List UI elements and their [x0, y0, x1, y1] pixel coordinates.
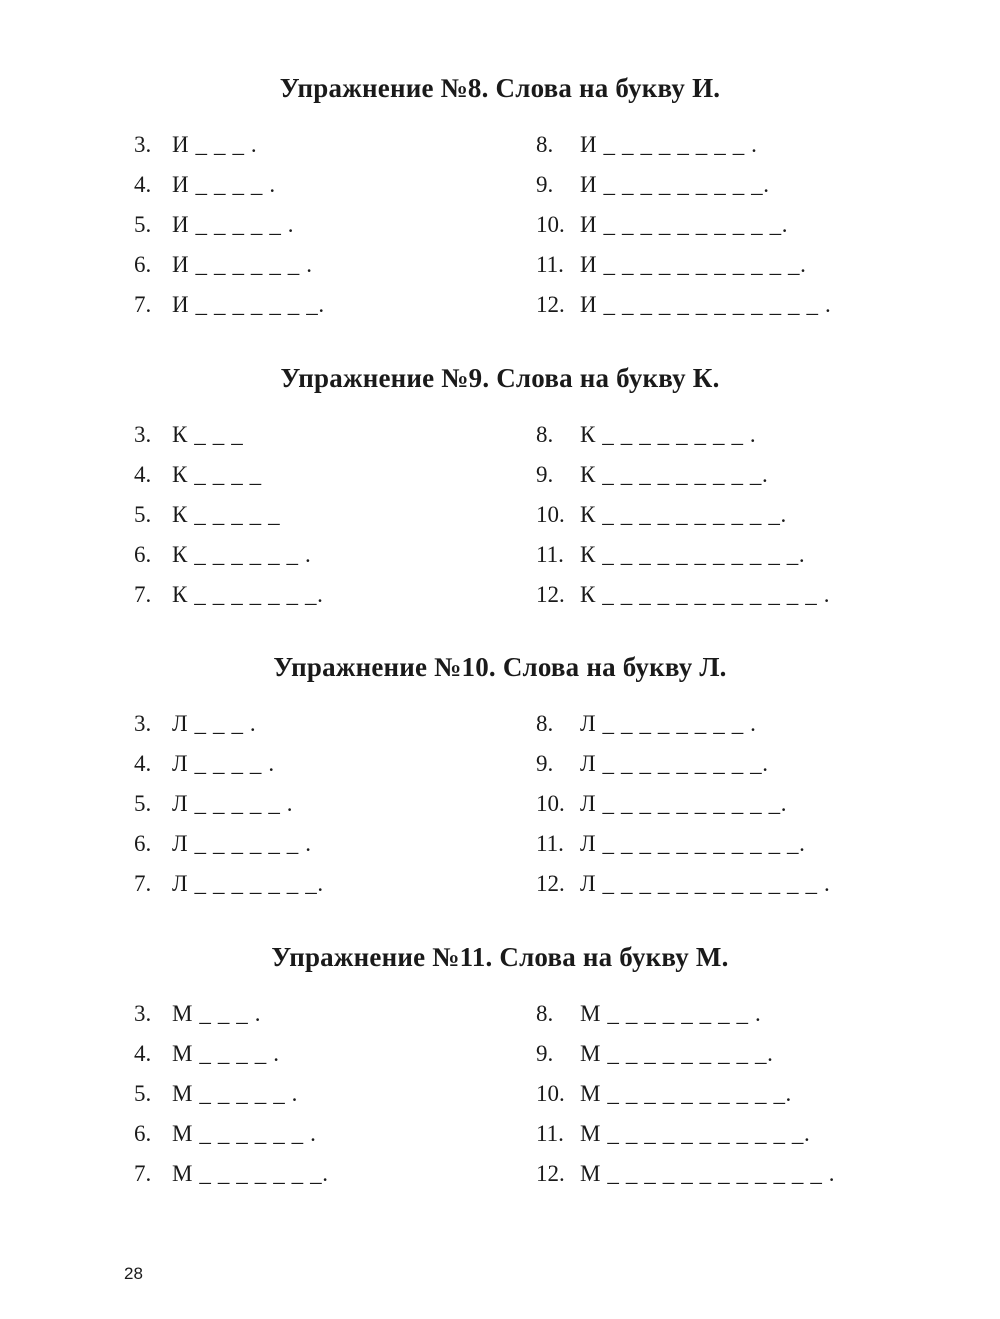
- word-blank: М _ _ _ _ _ _ _ _ .: [580, 1001, 762, 1026]
- list-item: [536, 784, 830, 824]
- exercise-right-column: [536, 994, 835, 1194]
- list-item: [134, 1034, 329, 1074]
- word-blank: М _ _ _ _ _ .: [172, 1081, 299, 1106]
- list-item: [134, 1074, 329, 1114]
- item-number: 12.: [536, 292, 565, 317]
- exercise-left-column: [134, 704, 324, 904]
- item-number: 4.: [134, 1041, 152, 1066]
- word-blank: И _ _ _ _ _ _ _ _ _.: [580, 172, 770, 197]
- word-blank: М _ _ _ _ _ _ _ _ _ _ _.: [580, 1121, 811, 1146]
- list-item: [134, 285, 325, 325]
- item-number: 12.: [536, 1161, 565, 1186]
- item-number: 10.: [536, 212, 565, 237]
- item-number: 9.: [536, 172, 554, 197]
- list-item: [536, 415, 830, 455]
- word-blank: Л _ _ _ .: [172, 711, 257, 736]
- item-number: 8.: [536, 1001, 554, 1026]
- word-blank: К _ _ _ _ _: [172, 502, 281, 527]
- word-blank: К _ _ _ _: [172, 462, 262, 487]
- list-item: [134, 994, 329, 1034]
- item-number: 4.: [134, 462, 152, 487]
- item-number: 11.: [536, 542, 564, 567]
- list-item: [134, 165, 325, 205]
- word-blank: М _ _ _ _ _ _ _ _ _.: [580, 1041, 774, 1066]
- exercise-title: Упражнение №11. Слова на букву М.: [271, 942, 729, 972]
- list-item: [536, 455, 830, 495]
- word-blank: Л _ _ _ _ _ _ _ _ _ _ _ _ .: [580, 871, 831, 896]
- word-blank: Л _ _ _ _ _ _ .: [172, 831, 312, 856]
- item-number: 6.: [134, 1121, 152, 1146]
- word-blank: И _ _ _ _ _ .: [172, 212, 295, 237]
- word-blank: М _ _ _ _ _ _ _.: [172, 1161, 329, 1186]
- list-item: [134, 1114, 329, 1154]
- list-item: [536, 125, 831, 165]
- item-number: 3.: [134, 711, 152, 736]
- list-item: [134, 455, 323, 495]
- item-number: 12.: [536, 582, 565, 607]
- exercise-right-column: [536, 125, 831, 325]
- word-blank: Л _ _ _ _ _ _ _ _ _ _.: [580, 791, 788, 816]
- word-blank: Л _ _ _ _ _ _ _.: [172, 871, 324, 896]
- list-item: [536, 245, 831, 285]
- item-number: 11.: [536, 1121, 564, 1146]
- list-item: [536, 1114, 835, 1154]
- word-blank: Л _ _ _ _ .: [172, 751, 275, 776]
- item-number: 7.: [134, 871, 152, 896]
- word-blank: И _ _ _ _ _ _ _ _ _ _ _ _ .: [580, 292, 832, 317]
- item-number: 6.: [134, 542, 152, 567]
- list-item: [536, 704, 830, 744]
- word-blank: И _ _ _ _ .: [172, 172, 276, 197]
- word-blank: М _ _ _ .: [172, 1001, 262, 1026]
- word-blank: К _ _ _ _ _ _ _ _ _.: [580, 462, 769, 487]
- list-item: [536, 864, 830, 904]
- list-item: [536, 535, 830, 575]
- page-number: 28: [124, 1264, 143, 1283]
- word-blank: И _ _ _ _ _ _ _ _ _ _.: [580, 212, 789, 237]
- item-number: 4.: [134, 751, 152, 776]
- list-item: [134, 205, 325, 245]
- item-number: 7.: [134, 1161, 152, 1186]
- list-item: [134, 575, 323, 615]
- list-item: [134, 864, 324, 904]
- exercise-title: Упражнение №9. Слова на букву К.: [280, 363, 720, 393]
- item-number: 5.: [134, 212, 152, 237]
- item-number: 9.: [536, 462, 554, 487]
- list-item: [536, 1034, 835, 1074]
- item-number: 7.: [134, 292, 152, 317]
- item-number: 11.: [536, 252, 564, 277]
- word-blank: К _ _ _: [172, 422, 244, 447]
- item-number: 3.: [134, 1001, 152, 1026]
- exercise-right-column: [536, 704, 830, 904]
- list-item: [134, 535, 323, 575]
- item-number: 6.: [134, 831, 152, 856]
- item-number: 12.: [536, 871, 565, 896]
- word-blank: И _ _ _ .: [172, 132, 258, 157]
- item-number: 10.: [536, 502, 565, 527]
- list-item: [536, 165, 831, 205]
- list-item: [536, 994, 835, 1034]
- item-number: 9.: [536, 751, 554, 776]
- list-item: [536, 824, 830, 864]
- word-blank: К _ _ _ _ _ _ _ _ _ _ _ _ .: [580, 582, 831, 607]
- word-blank: Л _ _ _ _ _ .: [172, 791, 294, 816]
- list-item: [134, 415, 323, 455]
- list-item: [536, 744, 830, 784]
- list-item: [536, 205, 831, 245]
- item-number: 8.: [536, 422, 554, 447]
- word-blank: М _ _ _ _ _ _ .: [172, 1121, 317, 1146]
- list-item: [134, 704, 324, 744]
- list-item: [536, 1074, 835, 1114]
- word-blank: И _ _ _ _ _ _ _.: [172, 292, 325, 317]
- item-number: 8.: [536, 711, 554, 736]
- item-number: 5.: [134, 791, 152, 816]
- item-number: 10.: [536, 1081, 565, 1106]
- word-blank: И _ _ _ _ _ _ _ _ _ _ _.: [580, 252, 807, 277]
- word-blank: К _ _ _ _ _ _ _ _ _ _ _.: [580, 542, 806, 567]
- list-item: [536, 495, 830, 535]
- list-item: [536, 285, 831, 325]
- word-blank: Л _ _ _ _ _ _ _ _ .: [580, 711, 757, 736]
- item-number: 3.: [134, 422, 152, 447]
- exercise-title: Упражнение №10. Слова на букву Л.: [273, 652, 727, 682]
- list-item: [536, 1154, 835, 1194]
- list-item: [134, 744, 324, 784]
- exercise-left-column: [134, 994, 329, 1194]
- list-item: [134, 495, 323, 535]
- exercise-left-column: [134, 415, 323, 615]
- word-blank: М _ _ _ _ .: [172, 1041, 280, 1066]
- exercise-left-column: [134, 125, 325, 325]
- exercise-right-column: [536, 415, 830, 615]
- word-blank: И _ _ _ _ _ _ _ _ .: [580, 132, 758, 157]
- item-number: 4.: [134, 172, 152, 197]
- item-number: 10.: [536, 791, 565, 816]
- item-number: 9.: [536, 1041, 554, 1066]
- item-number: 11.: [536, 831, 564, 856]
- list-item: [134, 125, 325, 165]
- word-blank: Л _ _ _ _ _ _ _ _ _ _ _.: [580, 831, 806, 856]
- item-number: 6.: [134, 252, 152, 277]
- word-blank: М _ _ _ _ _ _ _ _ _ _ _ _ .: [580, 1161, 836, 1186]
- word-blank: К _ _ _ _ _ _ _ _ _ _.: [580, 502, 787, 527]
- list-item: [536, 575, 830, 615]
- word-blank: М _ _ _ _ _ _ _ _ _ _.: [580, 1081, 792, 1106]
- item-number: 7.: [134, 582, 152, 607]
- exercise-title: Упражнение №8. Слова на букву И.: [279, 73, 721, 103]
- word-blank: К _ _ _ _ _ _ .: [172, 542, 312, 567]
- list-item: [134, 1154, 329, 1194]
- word-blank: Л _ _ _ _ _ _ _ _ _.: [580, 751, 769, 776]
- word-blank: К _ _ _ _ _ _ _ _ .: [580, 422, 757, 447]
- list-item: [134, 824, 324, 864]
- word-blank: И _ _ _ _ _ _ .: [172, 252, 313, 277]
- word-blank: К _ _ _ _ _ _ _.: [172, 582, 324, 607]
- item-number: 8.: [536, 132, 554, 157]
- list-item: [134, 784, 324, 824]
- list-item: [134, 245, 325, 285]
- item-number: 3.: [134, 132, 152, 157]
- item-number: 5.: [134, 1081, 152, 1106]
- item-number: 5.: [134, 502, 152, 527]
